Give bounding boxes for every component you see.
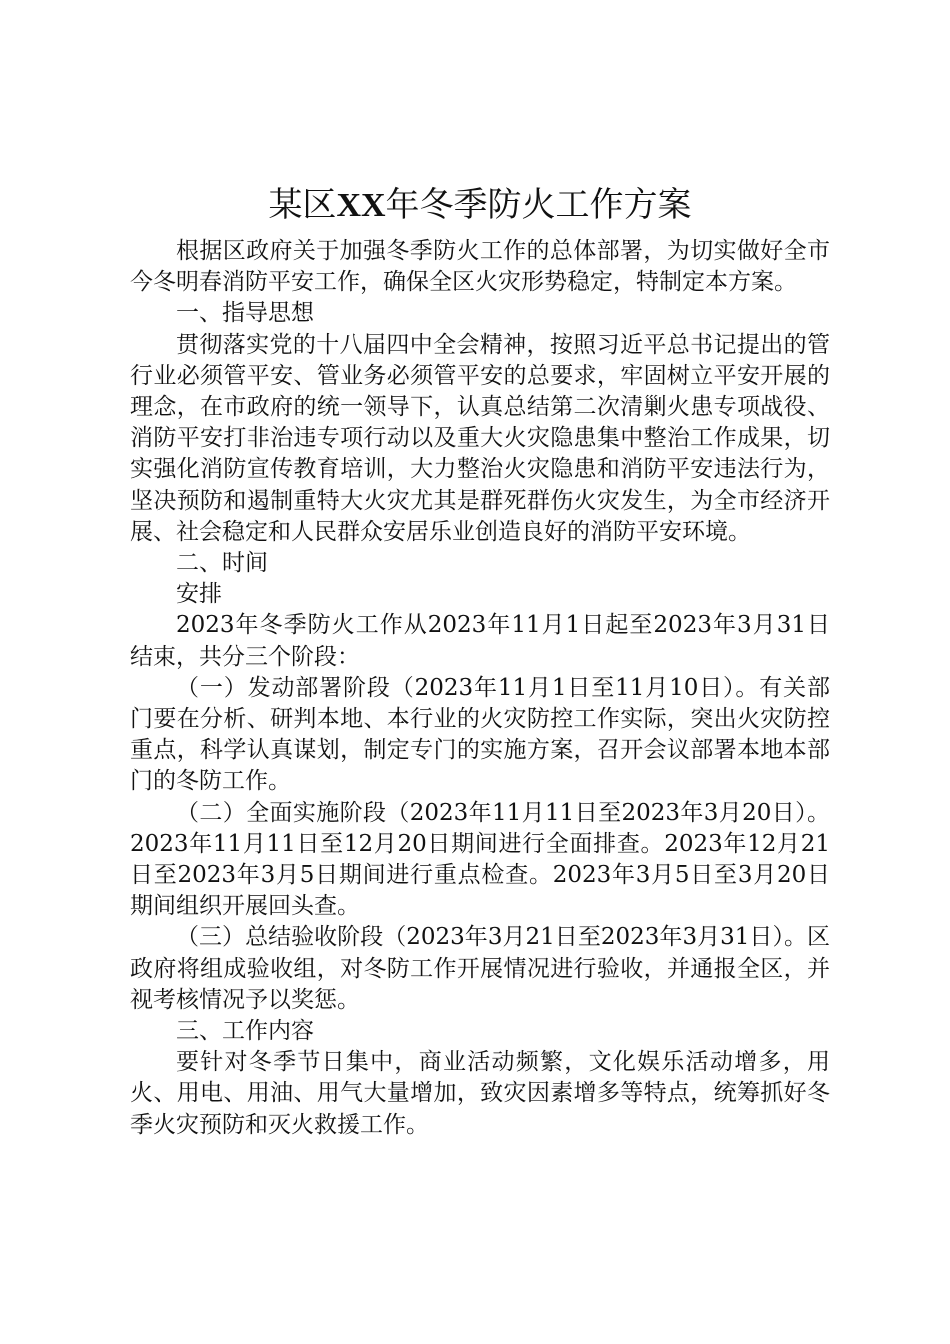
section-heading-guiding-thought: 一、指导思想: [176, 300, 314, 327]
schedule-overview-paragraph: 2023年冬季防火工作从2023年11月1日起至2023年3月31日结束，共分三个阶段：: [130, 612, 830, 670]
document-body: [130, 236, 830, 1141]
section-heading-time: 二、时间: [176, 550, 268, 577]
phase-three-paragraph: （三）总结验收阶段（2023年3月21日至2023年3月31日）。区政府将组成验收组，对冬防工作开展情况进行验收，并通报全区，并视考核情况予以奖惩。: [130, 924, 830, 1013]
phase-one-paragraph: （一）发动部署阶段（2023年11月1日至11月10日）。有关部门要在分析、研判本地、本行业的火灾防控工作实际，突出火灾防控重点，科学认真谋划，制定专门的实施方案，召开会议部署本地本部门的冬防工作。: [130, 674, 830, 795]
title-prefix: 某区: [268, 185, 337, 225]
title-suffix: 年冬季防火工作方案: [385, 185, 692, 225]
section-heading-work-content: 三、工作内容: [176, 1018, 314, 1045]
document-title: [130, 180, 830, 231]
title-bold: XX: [336, 187, 386, 224]
intro-paragraph: 根据区政府关于加强冬季防火工作的总体部署，为切实做好全市今冬明春消防平安工作，确保全区火灾形势稳定，特制定本方案。: [130, 238, 830, 296]
work-content-paragraph: 要针对冬季节日集中，商业活动频繁，文化娱乐活动增多，用火、用电、用油、用气大量增加，致灾因素增多等特点，统筹抓好冬季火灾预防和灭火救援工作。: [130, 1049, 830, 1138]
section-heading-arrangement: 安排: [176, 581, 222, 608]
guiding-thought-paragraph: 贯彻落实党的十八届四中全会精神，按照习近平总书记提出的管行业必须管平安、管业务必须管平安的总要求，牢固树立平安开展的理念，在市政府的统一领导下，认真总结第二次清剿火患专项战役、消防平安打非治违专项行动以及重大火灾隐患集中整治工作成果，切实强化消防宣传教育培训，大力整治火灾隐患和消防平安违法行为，坚决预防和遏制重特大火灾尤其是群死群伤火灾发生，为全市经济开展、社会稳定和人民群众安居乐业创造良好的消防平安环境。: [130, 331, 830, 545]
phase-two-paragraph: （二）全面实施阶段（2023年11月11日至2023年3月20日）。2023年11月11日至12月20日期间进行全面排查。2023年12月21日至2023年3月5日期间进行重点检查。2023年3月5日至3月20日期间组织开展回头查。: [130, 799, 830, 920]
